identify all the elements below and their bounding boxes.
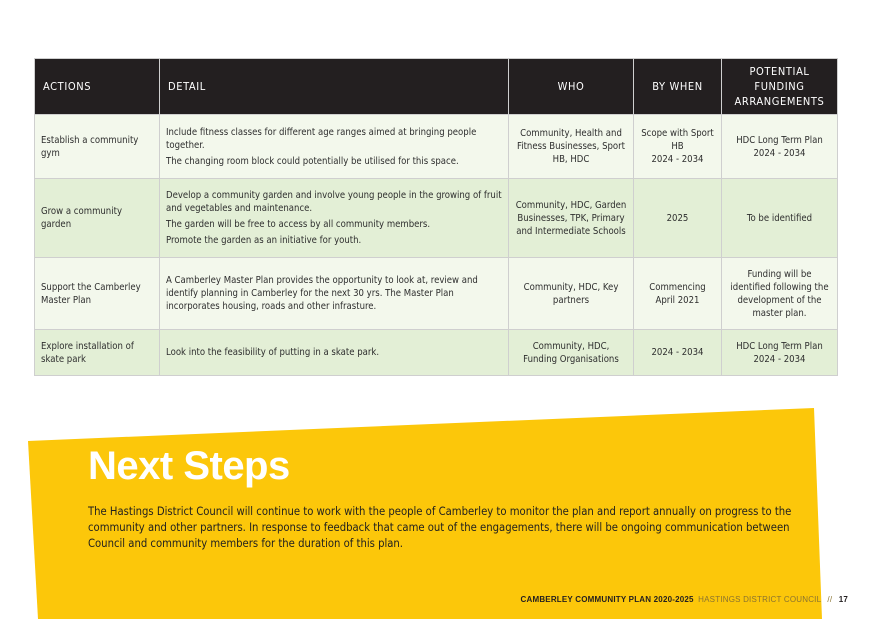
next-steps-title: Next Steps xyxy=(88,444,290,488)
header-who: WHO xyxy=(509,59,634,115)
funding-line: HDC Long Term Plan xyxy=(736,134,823,146)
by-when-line: 2025 xyxy=(666,212,689,224)
action-cell: Establish a community gym xyxy=(35,115,160,179)
footer-separator: // xyxy=(827,595,833,604)
funding-line: To be identified xyxy=(746,212,813,224)
action-cell: Support the Camberley Master Plan xyxy=(35,258,160,330)
action-cell: Explore installation of skate park xyxy=(35,330,160,376)
header-actions: ACTIONS xyxy=(35,59,160,115)
footer-council-name: HASTINGS DISTRICT COUNCIL xyxy=(698,595,821,604)
detail-paragraph: The changing room block could potentially be utilised for this space. xyxy=(166,155,459,167)
header-funding-line-1: POTENTIAL xyxy=(749,65,810,78)
next-steps-body: The Hastings District Council will continue to work with the people of Camberley to monitor the plan and report annually on progress to the community and other partners. In response to feedback that came out of the engagements, there will be ongoing communication between Council and community members for the duration of this plan. xyxy=(88,505,792,550)
detail-paragraph: Develop a community garden and involve young people in the growing of fruit and vegetables and maintenance. xyxy=(166,190,502,214)
detail-paragraph: The garden will be free to access by all community members. xyxy=(166,219,431,230)
funding-line: 2024 - 2034 xyxy=(753,147,806,159)
header-funding-line-2: FUNDING xyxy=(754,80,805,93)
footer-plan-name: CAMBERLEY COMMUNITY PLAN 2020-2025 xyxy=(520,595,694,604)
by-when-line: 2024 - 2034 xyxy=(651,347,704,358)
funding-line: Funding will be identified following the development of the master plan. xyxy=(730,268,829,319)
by-when-line: 2024 - 2034 xyxy=(651,154,704,165)
by-when-line: Commencing April 2021 xyxy=(649,281,706,306)
header-by-when: BY WHEN xyxy=(634,59,722,115)
detail-paragraph: Promote the garden as an initiative for youth. xyxy=(166,235,362,246)
page-number: 17 xyxy=(838,595,848,604)
header-funding-line-3: ARRANGEMENTS xyxy=(734,95,825,108)
who-cell: Community, HDC, Garden Businesses, TPK, Primary and Intermediate Schools xyxy=(509,179,634,258)
funding-line: HDC Long Term Plan xyxy=(736,340,823,352)
funding-line: 2024 - 2034 xyxy=(753,353,806,365)
who-cell: Community, HDC, Funding Organisations xyxy=(509,330,634,376)
header-detail: DETAIL xyxy=(160,59,509,115)
by-when-line: Scope with Sport HB xyxy=(641,128,714,152)
who-cell: Community, HDC, Key partners xyxy=(509,258,634,330)
who-cell: Community, Health and Fitness Businesses, Sport HB, HDC xyxy=(509,115,634,179)
detail-paragraph: Include fitness classes for different age ranges aimed at bringing people together. xyxy=(166,126,477,151)
detail-paragraph: A Camberley Master Plan provides the opportunity to look at, review and identify planning in Camberley for the next 30 yrs. The Master Plan incorporates housing, roads and other infrasture. xyxy=(166,275,478,312)
page-footer xyxy=(521,595,849,604)
detail-paragraph: Look into the feasibility of putting in a skate park. xyxy=(166,347,380,358)
action-cell: Grow a community garden xyxy=(35,179,160,258)
